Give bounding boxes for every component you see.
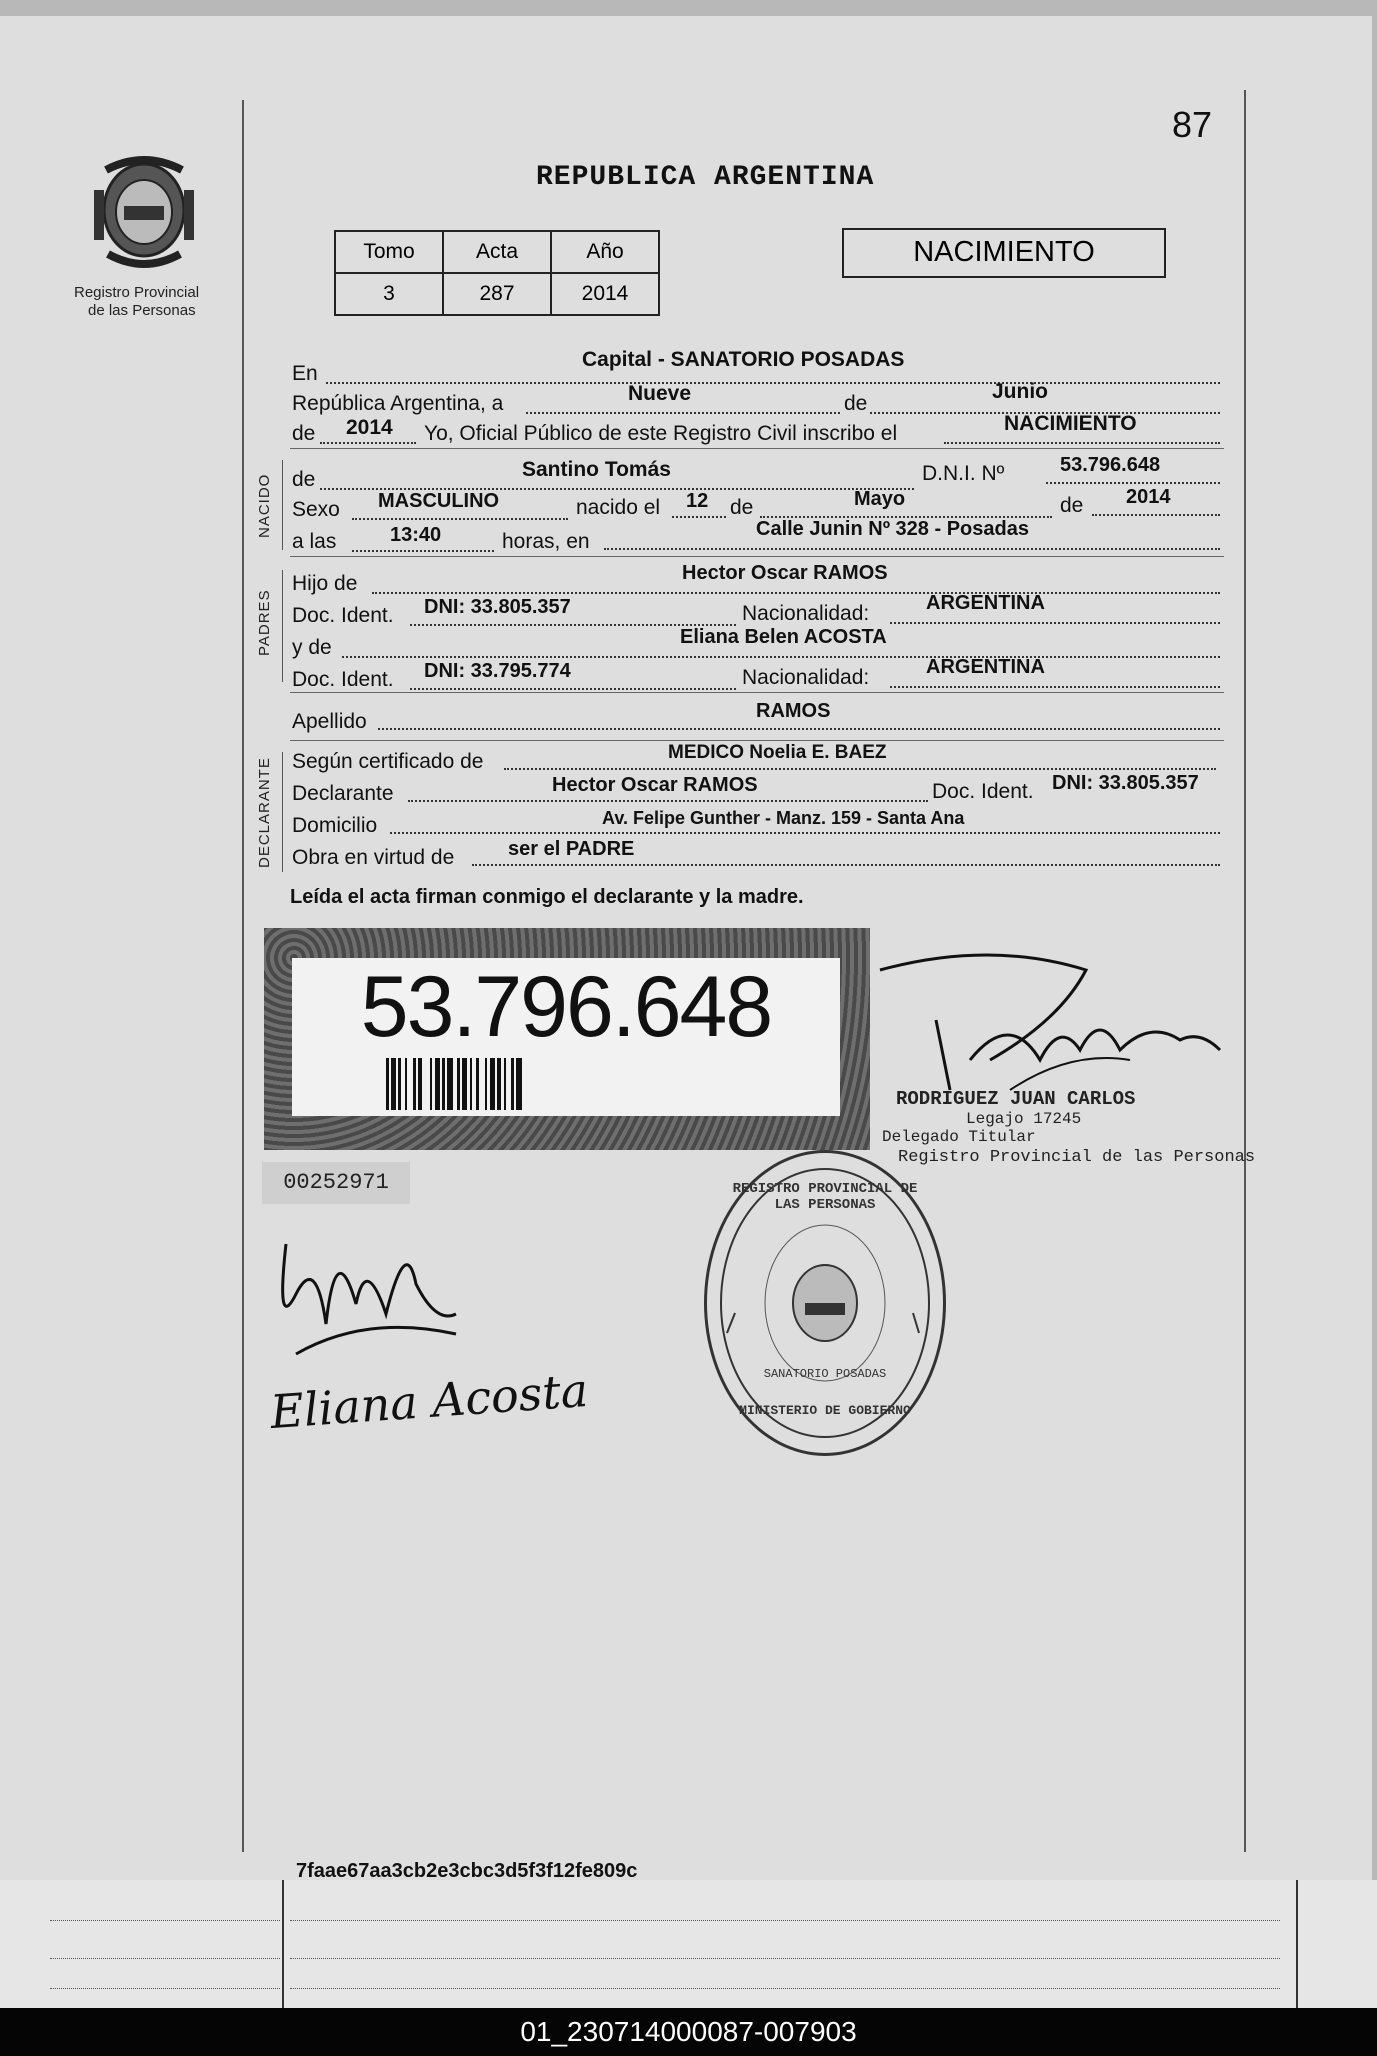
value-father-nationality: ARGENTINA	[926, 592, 1045, 614]
label-de-year: de	[292, 422, 316, 445]
dots-byear	[1092, 514, 1220, 516]
rule-2	[290, 556, 1224, 557]
stamp-middle-text: SANATORIO POSADAS	[763, 1367, 887, 1381]
value-mother-dni: DNI: 33.795.774	[424, 660, 571, 682]
barcode-bar	[511, 1058, 514, 1110]
label-dni: D.N.I. Nº	[922, 462, 1005, 485]
value-child-name: Santino Tomás	[522, 458, 671, 481]
label-nacido-el: nacido el	[576, 496, 661, 519]
declarant-signature	[266, 1214, 466, 1364]
label-de-child: de	[292, 468, 316, 491]
next-page-edge	[0, 1880, 1377, 2010]
left-margin-line	[242, 100, 244, 1852]
label-hijo: Hijo de	[292, 572, 358, 595]
barcode-bar	[490, 1058, 495, 1110]
label-de-bmonth: de	[730, 496, 754, 519]
label-nac-father: Nacionalidad:	[742, 602, 870, 625]
barcode-bar	[398, 1058, 401, 1110]
label-doc-declarant: Doc. Ident.	[932, 780, 1034, 803]
label-domicilio: Domicilio	[292, 814, 378, 837]
label-sexo: Sexo	[292, 498, 340, 521]
dots-bplace	[604, 548, 1220, 550]
dots-father-nat	[890, 622, 1220, 624]
label-doc-mother: Doc. Ident.	[292, 668, 394, 691]
table-header-acta: Acta	[443, 231, 551, 273]
value-father-dni: DNI: 33.805.357	[424, 596, 571, 618]
barcode-bar	[386, 1058, 389, 1110]
rule-4	[290, 740, 1224, 741]
value-declarant: Hector Oscar RAMOS	[552, 774, 758, 796]
barcode-bar	[457, 1058, 460, 1110]
table-value-ano: 2014	[551, 273, 659, 315]
act-type-box: NACIMIENTO	[842, 228, 1166, 278]
dots-mother	[342, 656, 1220, 658]
barcode-bar	[435, 1058, 440, 1110]
barcode-bar	[447, 1058, 453, 1110]
table-value-tomo: 3	[335, 273, 443, 315]
value-address: Av. Felipe Gunther - Manz. 159 - Santa Ana	[602, 808, 965, 828]
barcode-bar	[504, 1058, 506, 1110]
declarante-bracket	[282, 752, 283, 872]
label-a-las: a las	[292, 530, 337, 553]
barcode-bar	[430, 1058, 432, 1110]
official-role: Delegado Titular	[882, 1128, 1036, 1146]
barcode-bar	[391, 1058, 396, 1110]
barcode-bar	[442, 1058, 445, 1110]
registry-line-2: de las Personas	[88, 302, 196, 319]
barcode-bar	[470, 1058, 472, 1110]
value-child-dni: 53.796.648	[1060, 454, 1161, 476]
barcode-bar	[485, 1058, 487, 1110]
stamp-top-text: REGISTRO PROVINCIAL DE LAS PERSONAS	[732, 1181, 918, 1213]
label-en: En	[292, 362, 318, 385]
registry-line-1: Registro Provincial	[74, 284, 200, 301]
dots-certificate	[504, 768, 1216, 770]
dots-sex	[352, 518, 568, 520]
label-de-byear: de	[1060, 494, 1084, 517]
value-father-name: Hector Oscar RAMOS	[682, 562, 888, 584]
rule-1	[290, 448, 1224, 449]
value-birth-time: 13:40	[390, 524, 442, 546]
right-margin-line	[1244, 90, 1246, 1852]
label-de-month: de	[844, 392, 868, 415]
value-place: Capital - SANATORIO POSADAS	[582, 348, 905, 371]
value-birth-year: 2014	[1126, 486, 1171, 508]
dots-obra	[472, 864, 1220, 866]
value-mother-name: Eliana Belen ACOSTA	[680, 626, 887, 648]
side-label-padres: PADRES	[256, 589, 273, 656]
value-surname: RAMOS	[756, 700, 831, 722]
padres-bracket	[282, 570, 283, 682]
label-yo: Yo, Oficial Público de este Registro Civil inscribo el	[424, 422, 898, 445]
dots-time	[352, 550, 494, 552]
barcode-label	[292, 958, 840, 1116]
barcode-bar	[476, 1058, 479, 1110]
record-table	[334, 230, 660, 316]
table-header-ano: Año	[551, 231, 659, 273]
barcode-sticker	[264, 928, 870, 1150]
label-republica: República Argentina, a	[292, 392, 504, 415]
value-inscribe: NACIMIENTO	[1004, 412, 1137, 435]
dots-surname	[378, 728, 1220, 730]
province-emblem	[88, 150, 200, 278]
barcode-bar	[516, 1058, 522, 1110]
table-value-acta: 287	[443, 273, 551, 315]
barcode-bar	[413, 1058, 416, 1110]
value-obra: ser el PADRE	[508, 838, 635, 860]
mother-signature: Eliana Acosta	[268, 1362, 590, 1440]
dots-day	[672, 516, 726, 518]
dots-en	[326, 382, 1220, 384]
barcode-bars	[386, 1058, 754, 1110]
dots-address	[390, 832, 1220, 834]
closing-statement: Leída el acta firman conmigo el declarante y la madre.	[290, 886, 804, 908]
stamp-bottom-text: MINISTERIO DE GOBIERNO	[739, 1403, 911, 1418]
dots-year	[320, 442, 416, 444]
label-nac-mother: Nacionalidad:	[742, 666, 870, 689]
label-declarante: Declarante	[292, 782, 394, 805]
nacido-bracket	[282, 460, 283, 550]
table-header-tomo: Tomo	[335, 231, 443, 273]
value-declarant-dni: DNI: 33.805.357	[1052, 772, 1199, 794]
value-mother-nationality: ARGENTINA	[926, 656, 1045, 678]
value-sex: MASCULINO	[378, 490, 500, 512]
control-number: 00252971	[262, 1162, 410, 1204]
side-label-declarante: DECLARANTE	[256, 757, 273, 868]
barcode-bar	[462, 1058, 467, 1110]
side-label-nacido: NACIDO	[256, 473, 273, 538]
rule-3	[290, 692, 1224, 693]
document-title: REPUBLICA ARGENTINA	[536, 162, 875, 193]
value-birth-place: Calle Junin Nº 328 - Posadas	[756, 518, 1029, 540]
value-birth-day: 12	[686, 490, 709, 512]
dots-father	[372, 592, 1220, 594]
barcode-bar	[405, 1058, 407, 1110]
value-year: 2014	[346, 416, 393, 439]
label-y-de: y de	[292, 636, 332, 659]
dots-child-dni	[1046, 482, 1220, 484]
dots-mother-nat	[890, 686, 1220, 688]
barcode-bar	[497, 1058, 501, 1110]
dots-inscribe	[944, 442, 1220, 444]
value-certificate: MEDICO Noelia E. BAEZ	[668, 742, 887, 763]
official-legajo: Legajo 17245	[966, 1110, 1082, 1128]
official-name: RODRIGUEZ JUAN CARLOS	[896, 1088, 1136, 1110]
official-stamp	[704, 1150, 946, 1456]
label-apellido: Apellido	[292, 710, 367, 733]
value-birth-month: Mayo	[854, 488, 906, 510]
page-number: 87	[1172, 104, 1213, 145]
official-signature	[870, 940, 1230, 1100]
label-certificado: Según certificado de	[292, 750, 484, 773]
file-id: 01_230714000087-007903	[0, 2008, 1377, 2056]
official-office: Registro Provincial de las Personas	[898, 1148, 1256, 1167]
barcode-number: 53.796.648	[360, 959, 772, 1055]
label-doc-father: Doc. Ident.	[292, 604, 394, 627]
label-obra: Obra en virtud de	[292, 846, 455, 869]
barcode-bar	[418, 1058, 422, 1110]
label-horas: horas, en	[502, 530, 590, 553]
value-month: Junio	[992, 380, 1048, 403]
dots-mother-dni	[410, 688, 736, 690]
value-day-words: Nueve	[628, 382, 692, 405]
dots-declarant	[408, 800, 928, 802]
emblem-text	[88, 154, 89, 155]
hash-code: 7faae67aa3cb2e3cbc3d5f3f12fe809c	[296, 1860, 638, 1882]
